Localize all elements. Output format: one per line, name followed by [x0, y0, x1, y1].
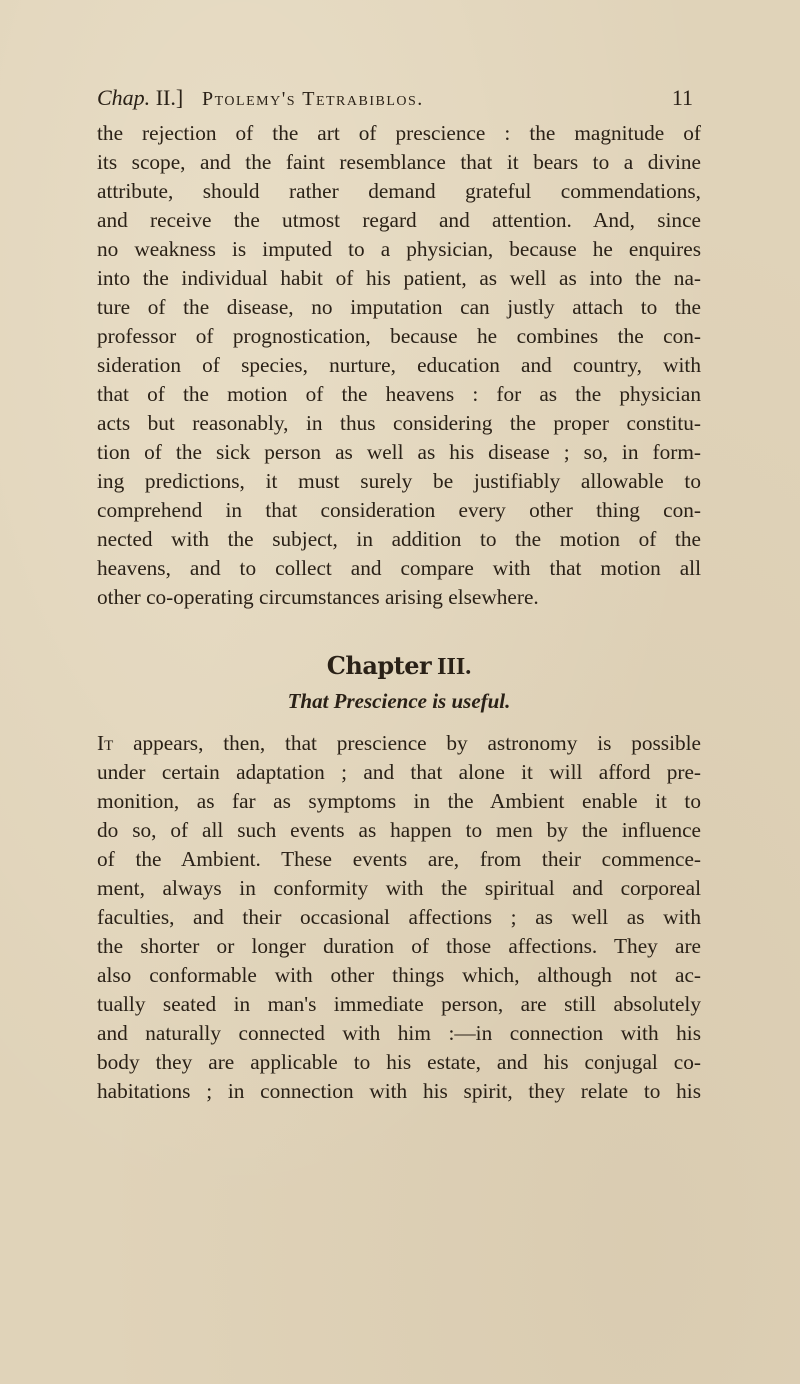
text-line: and receive the utmost regard and attention. And, since	[97, 208, 701, 232]
book-page	[97, 84, 701, 1106]
text-line-first	[97, 729, 701, 758]
text-line: faculties, and their occasional affections ; as well as with	[97, 905, 701, 929]
paragraph-1	[97, 119, 701, 612]
text-line: habitations ; in connection with his spirit, they relate to his	[97, 1079, 701, 1103]
text-line: the shorter or longer duration of those affections. They are	[97, 934, 701, 958]
text-line: comprehend in that consideration every other thing con-	[97, 498, 701, 522]
chapter-numeral: III.	[437, 654, 472, 680]
text-line: that of the motion of the heavens : for as the physician	[97, 382, 701, 406]
book-title: Ptolemy's Tetrabiblos.	[202, 88, 424, 110]
text-line: ment, always in conformity with the spiritual and corporeal	[97, 876, 701, 900]
running-head	[97, 84, 701, 112]
chapter-word: Chapter	[326, 651, 432, 680]
chapter-reference	[97, 84, 183, 112]
text-line-rest: appears, then, that prescience by astronomy is possible	[113, 731, 701, 755]
text-line: attribute, should rather demand grateful commendations,	[97, 179, 701, 203]
text-line: other co-operating circumstances arising elsewhere.	[97, 585, 539, 609]
text-line: do so, of all such events as happen to men by the influence	[97, 818, 701, 842]
text-line: tually seated in man's immediate person, are still absolutely	[97, 992, 701, 1016]
text-line: also conformable with other things which, although not ac-	[97, 963, 701, 987]
initial-word: It	[97, 731, 114, 755]
text-line: sideration of species, nurture, education and country, with	[97, 353, 701, 377]
text-line: nected with the subject, in addition to the motion of the	[97, 527, 701, 551]
text-line: heavens, and to collect and compare with that motion all	[97, 556, 701, 580]
text-line: professor of prognostication, because he combines the con-	[97, 324, 701, 348]
text-line: no weakness is imputed to a physician, because he enquires	[97, 237, 701, 261]
text-line: and naturally connected with him :—in connection with his	[97, 1021, 701, 1045]
paragraph-2	[97, 729, 701, 1106]
text-line: of the Ambient. These events are, from their commence-	[97, 847, 701, 871]
text-line: tion of the sick person as well as his disease ; so, in form-	[97, 440, 701, 464]
text-line: acts but reasonably, in thus considering the proper constitu-	[97, 411, 701, 435]
chapter-subtitle: That Prescience is useful.	[287, 689, 511, 713]
text-line: its scope, and the faint resemblance that it bears to a divine	[97, 150, 701, 174]
page-number: 11	[671, 85, 693, 110]
chapter-number: II.]	[155, 85, 184, 110]
text-line: the rejection of the art of prescience : the magnitude of	[97, 121, 701, 145]
chapter-label: Chap.	[97, 85, 151, 110]
text-line: ture of the disease, no imputation can justly attach to the	[97, 295, 701, 319]
text-line: into the individual habit of his patient, as well as into the na-	[97, 266, 701, 290]
text-line: body they are applicable to his estate, and his conjugal co-	[97, 1050, 701, 1074]
text-line: under certain adaptation ; and that alone it will afford pre-	[97, 760, 701, 784]
text-line: monition, as far as symptoms in the Ambient enable it to	[97, 789, 701, 813]
text-line: ing predictions, it must surely be justifiably allowable to	[97, 469, 701, 493]
chapter-heading	[97, 650, 701, 683]
